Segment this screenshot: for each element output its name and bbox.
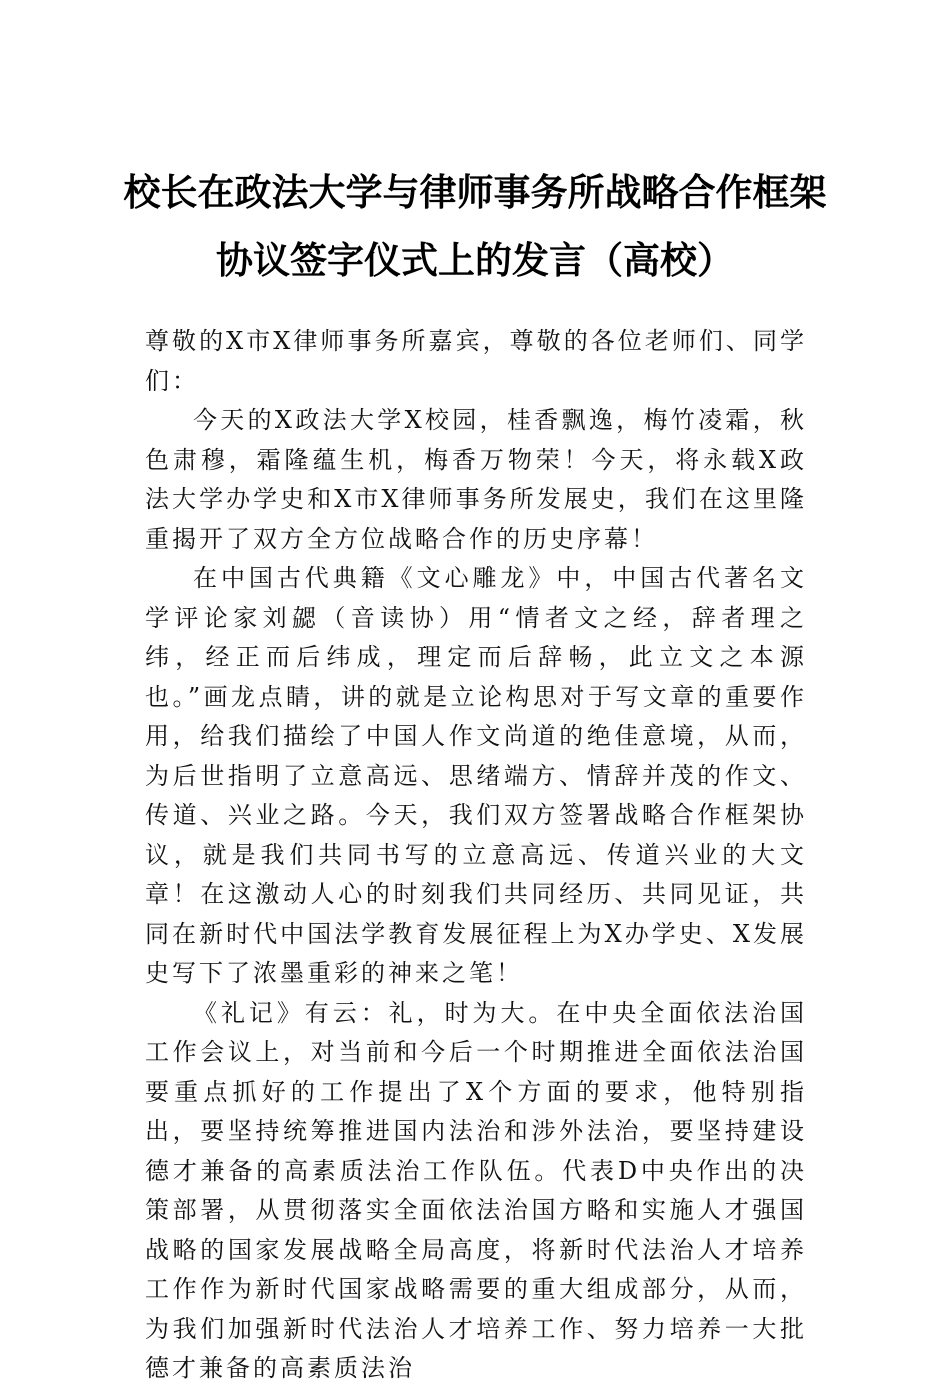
paragraph-1: 今天的X政法大学X校园，桂香飘逸，梅竹凌霜，秋色肃穆，霜隆蕴生机，梅香万物荣！今天，将永载X政法大学办学史和X市X律师事务所发展史，我们在这里隆重揭开了双方全方位战略合作的历史序幕！	[145, 406, 807, 553]
paragraph-3: 《礼记》有云：礼，时为大。在中央全面依法治国工作会议上，对当前和今后一个时期推进全面依法治国要重点抓好的工作提出了X个方面的要求，他特别指出，要坚持统筹推进国内法治和涉外法治，要坚持建设德才兼备的高素质法治工作队伍。代表D中央作出的决策部署，从贯彻落实全面依法治国方略和实施人才强国战略的国家发展战略全局高度，将新时代法治人才培养工作作为新时代国家战略需要的重大组成部分，从而，为我们加强新时代法治人才培养工作、努力培养一大批德才兼备的高素质法治	[145, 998, 807, 1382]
paragraph-2: 在中国古代典籍《文心雕龙》中，中国古代著名文学评论家刘勰（音读协）用“情者文之经，辞者理之纬，经正而后纬成，理定而后辞畅，此立文之本源也。”画龙点睛，讲的就是立论构思对于写文章的重要作用，给我们描绘了中国人作文尚道的绝佳意境，从而，为后世指明了立意高远、思绪端方、情辞并茂的作文、传道、兴业之路。今天，我们双方签署战略合作框架协议，就是我们共同书写的立意高远、传道兴业的大文章！在这激动人心的时刻我们共同经历、共同见证，共同在新时代中国法学教育发展征程上为X办学史、X发展史写下了浓墨重彩的神来之笔！	[145, 564, 807, 987]
salutation: 尊敬的X市X律师事务所嘉宾，尊敬的各位老师们、同学们：	[145, 327, 807, 395]
document-title: 校长在政法大学与律师事务所战略合作框架协议签字仪式上的发言（高校）	[123, 170, 827, 282]
document-body	[145, 322, 807, 1389]
